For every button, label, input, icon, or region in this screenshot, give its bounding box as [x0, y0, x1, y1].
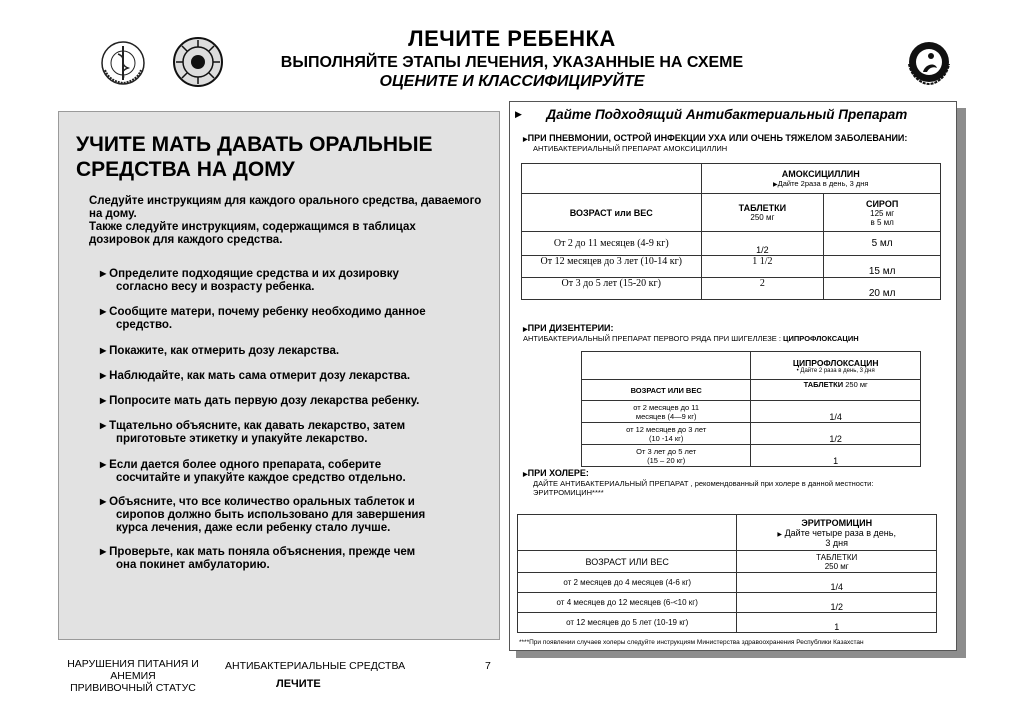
table-cell	[737, 515, 937, 551]
cell-text: 1/4	[829, 412, 842, 422]
cell-text: (15 – 20 кг)	[647, 455, 686, 465]
table-cell	[522, 232, 702, 256]
footer-mid: АНТИБАКТЕРИАЛЬНЫЕ СРЕДСТВА	[225, 660, 406, 672]
cell-text: 1/2	[756, 245, 769, 255]
col-header-sub: 125 мг	[870, 208, 895, 218]
bullet-item	[100, 345, 339, 358]
footer-left	[48, 658, 218, 694]
bullet-text: приготовьте этикетку и упакуйте лекарство.	[116, 433, 368, 445]
table-cell	[582, 445, 751, 467]
right-title	[515, 106, 951, 124]
table-row	[518, 613, 937, 633]
section-title-text: ПРИ ХОЛЕРЕ:	[527, 468, 589, 478]
triangle-bullet-icon: •	[796, 367, 799, 374]
table-row	[582, 445, 921, 467]
bullet-text: Объясните, что все количество оральных таблеток и	[109, 496, 415, 508]
col-header: ТАБЛЕТКИ	[738, 203, 787, 213]
table-cell	[518, 515, 737, 551]
col-header: ТАБЛЕТКИ	[816, 552, 858, 562]
col-header-sub: 250 мг	[824, 561, 849, 571]
table-cell	[518, 551, 737, 573]
bullet-text: Сообщите матери, почему ребенку необходимо данное	[109, 306, 426, 318]
cell-text: От 3 до 5 лет (15-20 кг)	[561, 278, 661, 289]
triangle-bullet-icon: ▶	[523, 137, 528, 143]
col-header: ВОЗРАСТ ИЛИ ВЕС	[585, 556, 669, 567]
drug-note: 3 дня	[825, 537, 848, 548]
bullet-text: средство.	[116, 319, 173, 331]
bullet-text: Определите подходящие средства и их дозировку	[109, 268, 399, 280]
cell-text: 20 мл	[868, 288, 896, 299]
triangle-bullet-icon: ▶	[100, 421, 107, 430]
drug-note: Дайте четыре раза в день,	[784, 527, 896, 538]
drug-name: ЦИПРОФЛОКСАЦИН	[792, 357, 879, 368]
left-heading-line2: СРЕДСТВА НА ДОМУ	[76, 158, 295, 181]
table-cell	[737, 593, 937, 613]
cell-text: 15 мл	[868, 266, 896, 277]
triangle-bullet-icon: ▶	[523, 327, 528, 333]
footer-text: НАРУШЕНИЯ ПИТАНИЯ И АНЕМИЯ	[67, 658, 199, 682]
drug-note: Дайте 2 раза в день, 3 дня	[800, 367, 875, 374]
cell-text: месяцев (4—9 кг)	[635, 411, 697, 421]
triangle-bullet-icon: ▶	[100, 269, 107, 278]
intro-line: на дому.	[89, 208, 137, 220]
table-cell	[522, 278, 702, 300]
triangle-bullet-icon: ▶	[100, 547, 107, 556]
triangle-bullet-icon: ▶	[777, 531, 783, 538]
cell-text: от 2 месяцев до 11	[633, 402, 700, 412]
cell-text: 1/2	[830, 602, 843, 612]
table-cell	[701, 232, 824, 256]
left-intro	[89, 195, 489, 247]
triangle-bullet-icon: ▶	[100, 497, 107, 506]
who-emblem-logo	[100, 40, 146, 86]
cholera-title	[523, 468, 589, 478]
bullet-text: Наблюдайте, как мать сама отмерит дозу лекарства.	[109, 370, 411, 382]
table-cell	[522, 194, 702, 232]
page-title: ЛЕЧИТЕ РЕБЕНКА	[408, 26, 616, 51]
triangle-bullet-icon: ▶	[515, 109, 522, 119]
cell-text: От 12 месяцев до 3 лет (10-14 кг)	[540, 256, 682, 267]
dysentery-title	[523, 323, 614, 333]
col-header: СИРОП	[865, 198, 899, 209]
cell-text: от 12 месяцев до 5 лет (10-19 кг)	[566, 618, 689, 627]
bullet-text: она покинет амбулаторию.	[116, 559, 270, 571]
table-row	[522, 278, 941, 300]
table-row	[582, 401, 921, 423]
bullet-item	[100, 496, 425, 535]
cholera-sub1: ДАЙТЕ АНТИБАКТЕРИАЛЬНЫЙ ПРЕПАРАТ , рекомендованный при холере в данной местности:	[533, 479, 874, 488]
bullet-item	[100, 420, 405, 446]
bullet-item	[100, 268, 399, 294]
erythromycin-table	[517, 514, 937, 633]
bullet-text: сиропов должно быть использовано для завершения	[116, 509, 426, 521]
cell-text: от 12 месяцев до 3 лет	[626, 424, 707, 434]
table-cell	[737, 551, 937, 573]
cholera-footnote: ****При появлении случаев холеры следуйте инструкциям Министерства здравоохранения Республики Казахстан	[519, 639, 864, 646]
table-row	[518, 573, 937, 593]
section-title-text: ПРИ ДИЗЕНТЕРИИ:	[527, 323, 614, 333]
table-row	[582, 423, 921, 445]
cell-text: 5 мл	[871, 238, 893, 249]
triangle-bullet-icon: ▶	[100, 460, 107, 469]
page-subtitle-2: ОЦЕНИТЕ И КЛАССИФИЦИРУЙТЕ	[379, 73, 645, 90]
bullet-text: согласно весу и возрасту ребенка.	[116, 281, 315, 293]
page-number: 7	[485, 660, 491, 672]
triangle-bullet-icon: ▶	[773, 182, 778, 188]
bullet-text: Покажите, как отмерить дозу лекарства.	[109, 345, 340, 357]
col-header: ВОЗРАСТ или ВЕС	[569, 207, 653, 218]
col-header: ТАБЛЕТКИ	[803, 380, 844, 389]
table-cell	[518, 573, 737, 593]
table-cell	[751, 423, 921, 445]
cell-text: 1/4	[830, 582, 843, 592]
cell-text: 2	[759, 278, 765, 289]
table-cell	[701, 278, 824, 300]
table-row	[518, 593, 937, 613]
dysentery-sub	[523, 334, 859, 343]
table-cell	[582, 380, 751, 401]
table-cell	[701, 194, 824, 232]
cholera-sub2: ЭРИТРОМИЦИН****	[533, 488, 604, 497]
right-title-text: Дайте Подходящий Антибактериальный Препарат	[546, 107, 908, 122]
table-cell	[522, 256, 702, 278]
col-header-sub: 250 мг	[750, 213, 775, 222]
table-cell	[518, 613, 737, 633]
page-subtitle: ВЫПОЛНЯЙТЕ ЭТАПЫ ЛЕЧЕНИЯ, УКАЗАННЫЕ НА СХЕМЕ	[280, 54, 744, 71]
table-row	[522, 232, 941, 256]
bullet-item	[100, 459, 406, 485]
bullet-text: курса лечения, даже если ребенку стало лучше.	[116, 522, 391, 534]
cell-text: от 4 месяцев до 12 месяцев (6-<10 кг)	[556, 598, 698, 607]
intro-line: Также следуйте инструкциям, содержащимся в таблицах	[89, 221, 416, 233]
col-header-sub: в 5 мл	[870, 217, 894, 227]
triangle-bullet-icon: ▶	[100, 346, 107, 355]
left-heading-line1: УЧИТЕ МАТЬ ДАВАТЬ ОРАЛЬНЫЕ	[76, 133, 433, 156]
bullet-item	[100, 370, 410, 383]
drug-name: ЭРИТРОМИЦИН	[801, 517, 873, 528]
table-cell	[582, 423, 751, 445]
drug-note: Дайте 2раза в день, 3 дня	[777, 179, 869, 188]
table-cell	[522, 164, 702, 194]
ciprofloxacin-table	[581, 351, 921, 467]
bullet-text: Проверьте, как мать поняла объяснения, прежде чем	[109, 546, 416, 558]
intro-line: дозировок для каждого средства.	[89, 234, 283, 246]
intro-line: Следуйте инструкциям для каждого орального средства, даваемого	[89, 195, 482, 207]
pneumonia-sub: АНТИБАКТЕРИАЛЬНЫЙ ПРЕПАРАТ АМОКСИЦИЛЛИН	[533, 144, 728, 153]
bullet-text: Попросите мать дать первую дозу лекарства ребенку.	[109, 395, 420, 407]
table-cell	[824, 194, 941, 232]
pneumonia-title	[523, 133, 907, 143]
cell-text: От 3 лет до 5 лет	[636, 446, 697, 456]
cell-text: 1 1/2	[752, 256, 773, 267]
bullet-text: сосчитайте и упакуйте каждое средство отдельно.	[116, 472, 406, 484]
triangle-bullet-icon: ▶	[100, 396, 107, 405]
drug-name: АМОКСИЦИЛЛИН	[781, 169, 860, 179]
section-sub-drug: ЦИПРОФЛОКСАЦИН	[783, 334, 859, 343]
table-cell	[701, 256, 824, 278]
table-cell	[824, 278, 941, 300]
bullet-text: Если дается более одного препарата, соберите	[109, 459, 382, 471]
table-cell	[701, 164, 940, 194]
cell-text: 1/2	[829, 434, 842, 444]
section-sub-text: АНТИБАКТЕРИАЛЬНЫЙ ПРЕПАРАТ ПЕРВОГО РЯДА ПРИ ШИГЕЛЛЕЗЕ :	[523, 334, 781, 343]
table-cell	[751, 380, 921, 401]
unicef-logo	[905, 38, 953, 86]
cell-text: 1	[834, 622, 840, 632]
bullet-text: Тщательно объясните, как давать лекарство, затем	[109, 420, 406, 432]
cell-text: От 2 до 11 месяцев (4-9 кг)	[553, 238, 669, 249]
amoxicillin-table	[521, 163, 941, 300]
table-row	[522, 256, 941, 278]
col-header: ВОЗРАСТ ИЛИ ВЕС	[630, 385, 702, 395]
bullet-item	[100, 546, 415, 572]
cell-text: 1	[833, 456, 839, 466]
triangle-bullet-icon: ▶	[100, 371, 107, 380]
table-cell	[582, 352, 751, 380]
cell-text: (10 -14 кг)	[649, 433, 684, 443]
table-cell	[518, 593, 737, 613]
triangle-bullet-icon: ▶	[523, 472, 528, 478]
table-cell	[737, 573, 937, 593]
cell-text: от 2 месяцев до 4 месяцев (4-6 кг)	[563, 578, 692, 587]
bullet-item	[100, 306, 426, 332]
triangle-bullet-icon: ▶	[100, 307, 107, 316]
col-header-sub: 250 мг	[845, 380, 868, 389]
table-cell	[737, 613, 937, 633]
table-cell	[824, 256, 941, 278]
footer-text: ПРИВИВОЧНЫЙ СТАТУС	[70, 682, 196, 694]
table-cell	[751, 445, 921, 467]
table-cell	[751, 401, 921, 423]
footer-bottom: ЛЕЧИТЕ	[276, 678, 321, 690]
table-cell	[751, 352, 921, 380]
bullet-item	[100, 395, 419, 408]
section-title-text: ПРИ ПНЕВМОНИИ, ОСТРОЙ ИНФЕКЦИИ УХА ИЛИ ОЧЕНЬ ТЯЖЕЛОМ ЗАБОЛЕВАНИИ:	[527, 133, 908, 143]
table-cell	[582, 401, 751, 423]
table-cell	[824, 232, 941, 256]
